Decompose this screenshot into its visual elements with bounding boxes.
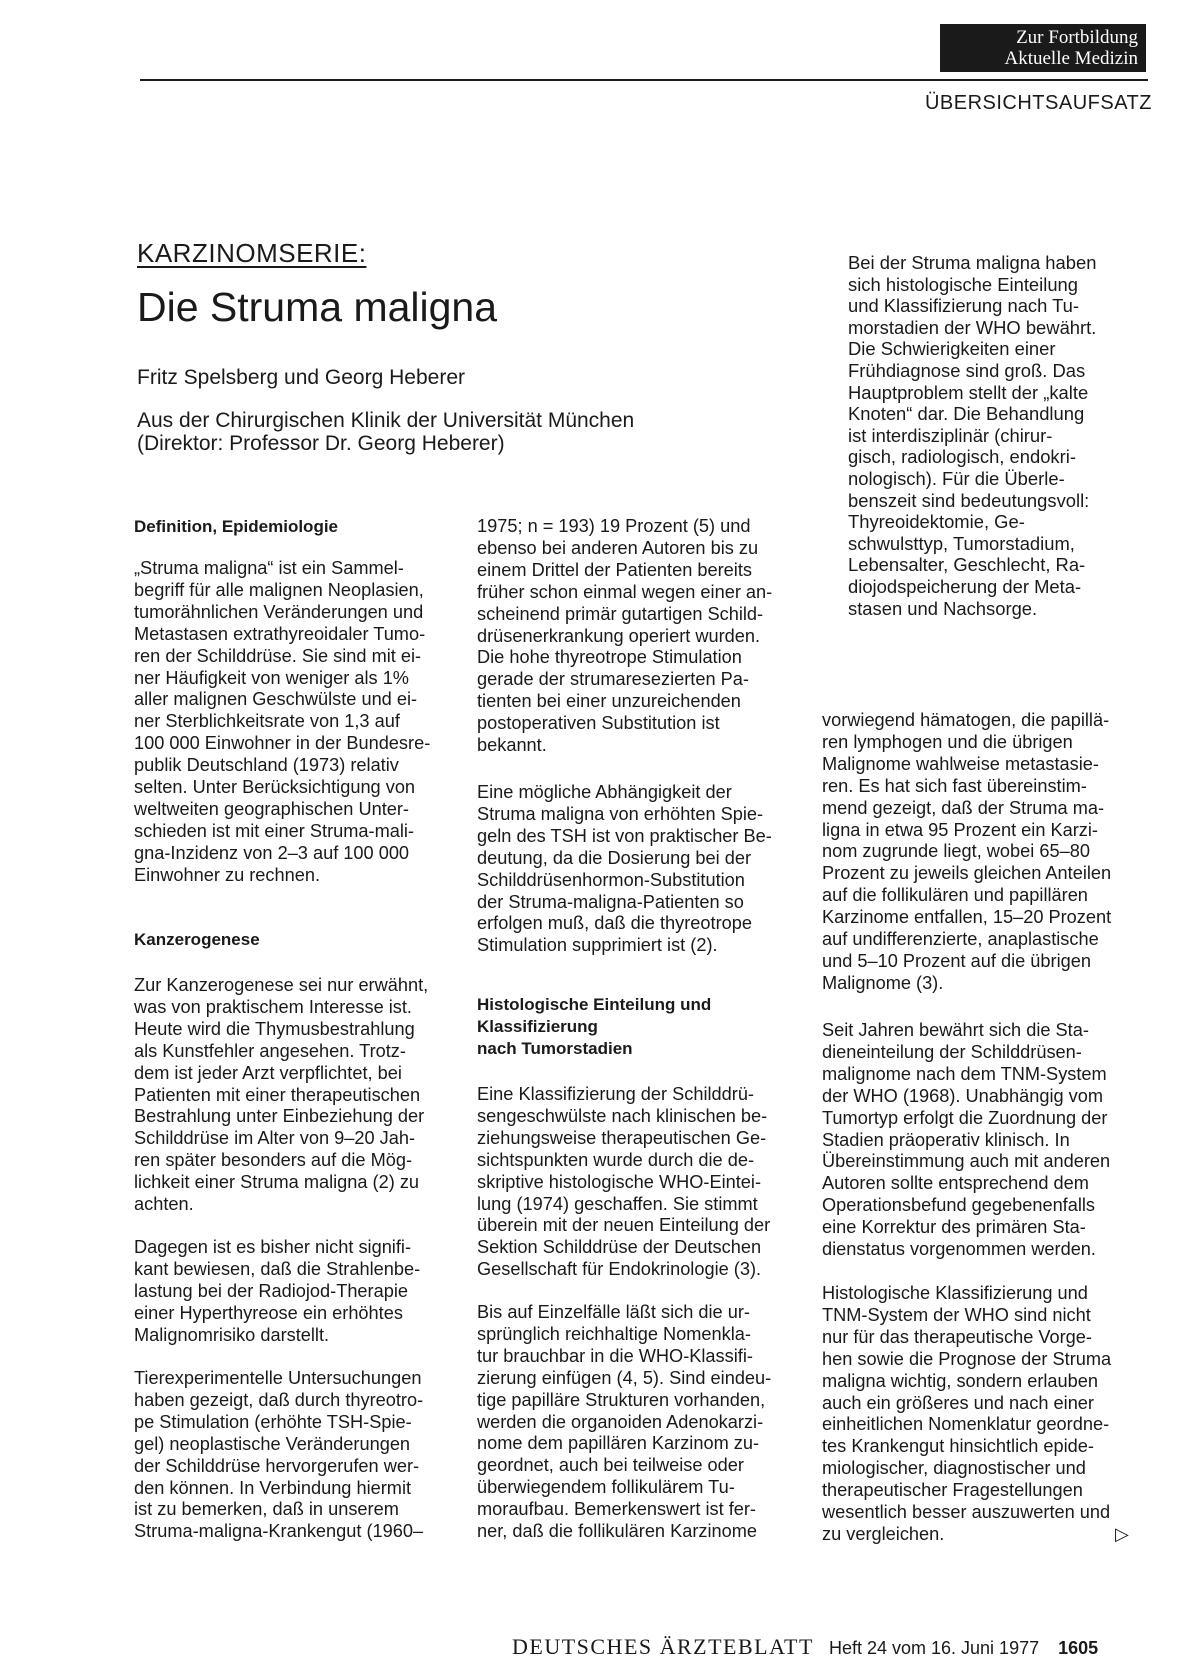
text-line: lastung bei der Radiojod-Therapie: [134, 1280, 408, 1301]
text-line: tumorähnlichen Veränderungen und: [134, 601, 424, 622]
text-line: hen sowie die Prognose der Struma: [822, 1348, 1112, 1369]
text-line: Seit Jahren bewährt sich die Sta-: [822, 1020, 1089, 1040]
abstract: [848, 252, 1118, 619]
rubric-line-2: Aktuelle Medizin: [1004, 48, 1138, 69]
text-line: dem ist jeder Arzt verpflichtet, bei: [134, 1062, 402, 1083]
text-line: Schilddrüsenhormon-Substitution: [477, 869, 745, 890]
text-line: sichtspunkten wurde durch die de-: [477, 1149, 755, 1170]
affiliation-line: Aus der Chirurgischen Klinik der Universität München: [137, 409, 635, 432]
abstract-line: Thyreoidektomie, Ge-: [848, 511, 1025, 533]
text-line: Autoren sollte entsprechend dem: [822, 1173, 1089, 1194]
text-line: Prozent zu jeweils gleichen Anteilen: [822, 863, 1112, 884]
text-line: lung (1974) geschaffen. Sie stimmt: [477, 1193, 758, 1214]
text-line: Zur Kanzerogenese sei nur erwähnt,: [134, 975, 429, 995]
text-line: skriptive histologische WHO-Eintei-: [477, 1171, 762, 1192]
text-line: einer Hyperthyreose ein erhöhtes: [134, 1302, 403, 1323]
text-line: Malignomrisiko darstellt.: [134, 1324, 330, 1345]
text-line: Gesellschaft für Endokrinologie (3).: [477, 1259, 762, 1280]
paragraph: [134, 558, 431, 887]
paragraph: [477, 516, 799, 757]
text-line: zu vergleichen.: [822, 1523, 945, 1544]
text-line: ist zu bemerken, daß in unserem: [134, 1499, 399, 1520]
heading-definition: [134, 516, 424, 538]
text-line: 1975; n = 193) 19 Prozent (5) und: [477, 516, 751, 536]
text-line: den können. In Verbindung hiermit: [134, 1477, 412, 1498]
text-line: Struma maligna von erhöhten Spie-: [477, 803, 764, 824]
text-line: nom zugrunde liegt, wobei 65–80: [822, 841, 1090, 862]
text-line: Malignome (3).: [822, 972, 944, 993]
paragraph: [134, 975, 429, 1216]
section-heading: Definition, Epidemiologie: [134, 517, 338, 536]
text-line: „Struma maligna“ ist ein Sammel-: [134, 558, 404, 578]
text-line: lichkeit einer Struma maligna (2) zu: [134, 1172, 420, 1193]
abstract-line: diojodspeicherung der Meta-: [848, 575, 1082, 597]
text-line: zierung einfügen (4, 5). Sind eindeu-: [477, 1367, 772, 1388]
text-line: 100 000 Einwohner in der Bundesre-: [134, 733, 431, 754]
section-heading: Histologische Einteilung und: [477, 995, 712, 1014]
text-line: tige papilläre Strukturen vorhanden,: [477, 1389, 766, 1410]
text-line: überein mit der neuen Einteilung der: [477, 1215, 771, 1236]
text-line: dienstatus vorgenommen werden.: [822, 1239, 1096, 1260]
text-line: postoperativen Substitution ist: [477, 713, 720, 734]
text-line: selten. Unter Berücksichtigung von: [134, 777, 416, 798]
issue-info: Heft 24 vom 16. Juni 1977: [828, 1638, 1040, 1658]
abstract-line: nologisch). Für die Überle-: [848, 467, 1065, 489]
text-line: maligna wichtig, sondern erlauben: [822, 1370, 1099, 1391]
text-line: erfolgen muß, daß die thyreotrope: [477, 913, 752, 934]
text-line: ziehungsweise therapeutischen Ge-: [477, 1127, 767, 1148]
text-line: geordnet, auch bei teilweise oder: [477, 1455, 744, 1476]
abstract-line: stasen und Nachsorge.: [848, 597, 1038, 619]
text-line: werden die organoiden Adenokarzi-: [477, 1411, 764, 1432]
page-footer: [512, 1634, 1098, 1660]
page-number: 1605: [1058, 1638, 1099, 1658]
text-line: ren der Schilddrüse. Sie sind mit ei-: [134, 645, 422, 666]
text-line: ner, daß die follikulären Karzinome: [477, 1521, 758, 1542]
text-line: gna-Inzidenz von 2–3 auf 100 000: [134, 842, 410, 863]
text-line: einheitlichen Nomenklatur geordne-: [822, 1414, 1110, 1435]
text-line: Eine mögliche Abhängigkeit der: [477, 782, 732, 802]
text-line: aller malignen Geschwülste und ei-: [134, 689, 418, 710]
text-line: früher schon einmal wegen einer an-: [477, 581, 773, 602]
text-line: Heute wird die Thymusbestrahlung: [134, 1018, 415, 1039]
section-label: ÜBERSICHTSAUFSATZ: [924, 92, 1152, 114]
text-line: pe Stimulation (erhöhte TSH-Spie-: [134, 1411, 412, 1432]
text-line: weltweiten geographischen Unter-: [134, 798, 409, 819]
text-line: tes Krankengut hinsichtlich epide-: [822, 1436, 1094, 1457]
text-line: was von praktischem Interesse ist.: [134, 996, 412, 1017]
text-line: ren lymphogen und die übrigen: [822, 731, 1073, 752]
abstract-line: morstadien der WHO bewährt.: [848, 316, 1097, 338]
text-line: auf die follikulären und papillären: [822, 885, 1088, 906]
text-line: therapeutischer Fragestellungen: [822, 1480, 1083, 1501]
text-line: Struma-maligna-Krankengut (1960–: [134, 1521, 424, 1542]
text-line: Patienten mit einer therapeutischen: [134, 1084, 421, 1105]
text-line: nur für das therapeutische Vorge-: [822, 1326, 1092, 1347]
text-line: Sektion Schilddrüse der Deutschen: [477, 1237, 762, 1258]
text-line: ligna in etwa 95 Prozent ein Karzi-: [822, 819, 1098, 840]
text-line: drüsenerkrankung operiert wurden.: [477, 625, 761, 646]
paragraph: [134, 1237, 424, 1347]
paragraph: [822, 1020, 1146, 1261]
article-title: Die Struma maligna: [137, 284, 498, 330]
series-label: KARZINOMSERIE:: [137, 238, 367, 268]
text-line: Histologische Klassifizierung und: [822, 1283, 1088, 1303]
abstract-line: Frühdiagnose sind groß. Das: [848, 359, 1086, 381]
text-line: TNM-System der WHO sind nicht: [822, 1304, 1091, 1325]
paragraph: [477, 1302, 799, 1543]
text-line: Tumortyp erfolgt die Zuordnung der: [822, 1107, 1108, 1128]
text-line: scheinend primär gutartigen Schild-: [477, 603, 764, 624]
text-line: malignome nach dem TNM-System: [822, 1063, 1107, 1084]
text-line: moraufbau. Bemerkenswert ist fer-: [477, 1499, 756, 1520]
paragraph: [822, 710, 1146, 995]
continue-arrow-icon: ▷: [1115, 1524, 1129, 1544]
abstract-line: gisch, radiologisch, endokri-: [848, 446, 1076, 468]
text-line: gel) neoplastische Veränderungen: [134, 1433, 411, 1454]
text-line: Stadien präoperativ klinisch. In: [822, 1129, 1070, 1150]
rubric-line-1: Zur Fortbildung: [1016, 27, 1138, 48]
text-line: bekannt.: [477, 735, 547, 756]
affiliation-line: (Direktor: Professor Dr. Georg Heberer): [137, 432, 505, 455]
journal-name: DEUTSCHES ÄRZTEBLATT: [512, 1634, 814, 1659]
text-line: sengeschwülste nach klinischen be-: [477, 1105, 768, 1126]
text-line: miologischer, diagnostischer und: [822, 1458, 1086, 1479]
text-line: tur brauchbar in die WHO-Klassifi-: [477, 1345, 753, 1366]
text-line: nome dem papillären Karzinom zu-: [477, 1433, 760, 1454]
text-line: als Kunstfehler angesehen. Trotz-: [134, 1040, 406, 1061]
abstract-line: Die Schwierigkeiten einer: [848, 338, 1056, 360]
text-line: Eine Klassifizierung der Schilddrü-: [477, 1084, 754, 1104]
text-line: einem Drittel der Patienten bereits: [477, 559, 752, 580]
text-line: wesentlich besser auszuwerten und: [822, 1502, 1111, 1523]
text-line: Metastasen extrathyreoidaler Tumo-: [134, 623, 426, 644]
text-line: Einwohner zu rechnen.: [134, 864, 321, 885]
rubric-badge: [940, 24, 1146, 72]
section-heading: Kanzerogenese: [134, 930, 260, 949]
text-line: ren. Es hat sich fast übereinstim-: [822, 775, 1087, 796]
text-line: Bis auf Einzelfälle läßt sich die ur-: [477, 1302, 750, 1322]
abstract-line: Hauptproblem stellt der „kalte: [848, 381, 1089, 403]
text-line: begriff für alle malignen Neoplasien,: [134, 579, 424, 600]
text-line: auch ein größeres und nach einer: [822, 1392, 1094, 1413]
authors: Fritz Spelsberg und Georg Heberer: [137, 366, 465, 389]
text-line: gerade der strumaresezierten Pa-: [477, 669, 749, 690]
text-line: achten.: [134, 1194, 194, 1215]
text-line: Tierexperimentelle Untersuchungen: [134, 1368, 422, 1388]
paragraph: [134, 1368, 424, 1543]
text-line: Bestrahlung unter Einbeziehung der: [134, 1106, 425, 1127]
text-line: schieden ist mit einer Struma-mali-: [134, 820, 414, 841]
text-line: ner Häufigkeit von weniger als 1%: [134, 667, 409, 688]
affiliation: [137, 409, 634, 455]
text-line: der WHO (1968). Unabhängig vom: [822, 1085, 1104, 1106]
text-line: Die hohe thyreotrope Stimulation: [477, 647, 742, 668]
abstract-line: Lebensalter, Geschlecht, Ra-: [848, 554, 1086, 576]
text-line: ren später besonders auf die Mög-: [134, 1150, 413, 1171]
text-line: haben gezeigt, daß durch thyreotro-: [134, 1389, 424, 1410]
text-line: Schilddrüse im Alter von 9–20 Jah-: [134, 1128, 416, 1149]
text-line: Übereinstimmung auch mit anderen: [822, 1151, 1111, 1172]
text-line: kant bewiesen, daß die Strahlenbe-: [134, 1258, 421, 1279]
text-line: der Struma-maligna-Patienten so: [477, 891, 744, 912]
text-line: dieneinteilung der Schilddrüsen-: [822, 1041, 1082, 1062]
text-line: eine Korrektur des primären Sta-: [822, 1217, 1086, 1238]
abstract-line: sich histologische Einteilung: [848, 273, 1079, 295]
section-heading: Klassifizierung: [477, 1016, 598, 1036]
text-line: Dagegen ist es bisher nicht signifi-: [134, 1237, 411, 1257]
heading-kanzerogenese: [134, 929, 424, 951]
text-line: und 5–10 Prozent auf die übrigen: [822, 950, 1091, 971]
text-line: sprünglich reichhaltige Nomenkla-: [477, 1323, 751, 1344]
text-line: ner Sterblichkeitsrate von 1,3 auf: [134, 711, 400, 732]
text-line: Malignome wahlweise metastasie-: [822, 753, 1099, 774]
abstract-line: Knoten“ dar. Die Behandlung: [848, 403, 1085, 425]
text-line: Karzinome entfallen, 15–20 Prozent: [822, 907, 1112, 928]
abstract-line: ist interdisziplinär (chirur-: [848, 424, 1053, 446]
header-rule: [140, 79, 1148, 81]
text-line: tienten bei einer unzureichenden: [477, 691, 741, 712]
text-line: ebenso bei anderen Autoren bis zu: [477, 537, 759, 558]
text-line: Stimulation supprimiert ist (2).: [477, 935, 718, 956]
abstract-line: und Klassifizierung nach Tu-: [848, 295, 1080, 317]
text-line: mend gezeigt, daß der Struma ma-: [822, 797, 1105, 818]
text-line: publik Deutschland (1973) relativ: [134, 755, 399, 776]
abstract-line: Bei der Struma maligna haben: [848, 252, 1097, 273]
paragraph: [477, 1084, 799, 1281]
abstract-line: benszeit sind bedeutungsvoll:: [848, 489, 1090, 511]
text-line: geln des TSH ist von praktischer Be-: [477, 825, 772, 846]
text-line: der Schilddrüse hervorgerufen wer-: [134, 1455, 420, 1476]
paragraph: [477, 782, 799, 957]
text-line: vorwiegend hämatogen, die papillä-: [822, 710, 1110, 730]
abstract-line: schwulsttyp, Tumorstadium,: [848, 532, 1075, 554]
text-line: überwiegendem follikulärem Tu-: [477, 1477, 735, 1498]
text-line: Operationsbefund gegebenenfalls: [822, 1195, 1096, 1216]
text-line: auf undifferenzierte, anaplastische: [822, 929, 1099, 950]
heading-histologie: [477, 994, 799, 1060]
text-line: deutung, da die Dosierung bei der: [477, 847, 752, 868]
section-heading: nach Tumorstadien: [477, 1038, 633, 1058]
paragraph: [822, 1283, 1146, 1546]
